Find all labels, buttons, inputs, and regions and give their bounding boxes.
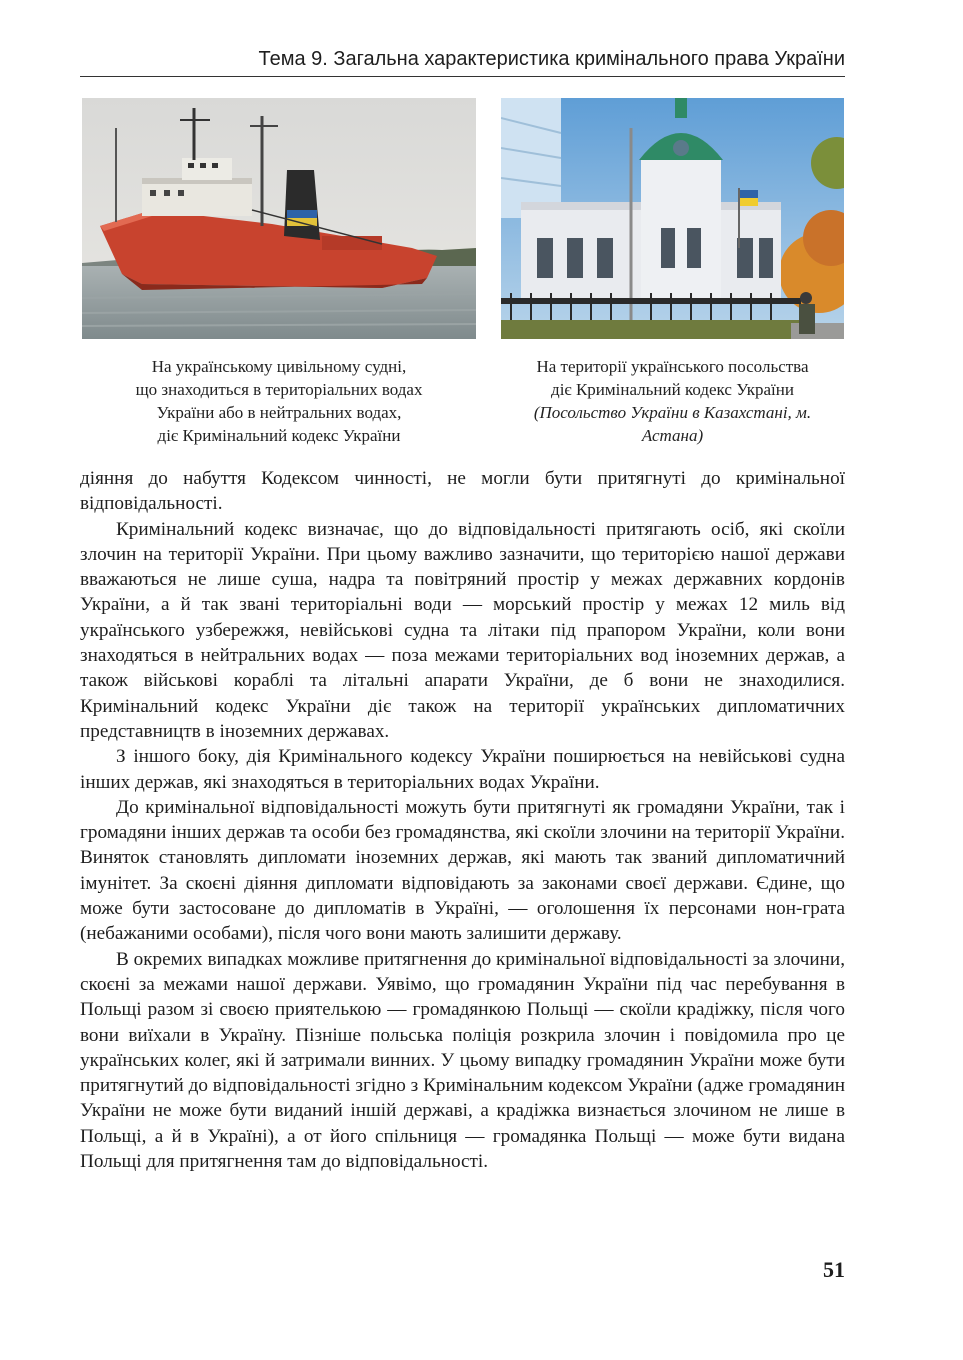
header-title: Тема 9. Загальна характеристика кримінального права України: [258, 48, 845, 70]
running-header: [80, 46, 845, 77]
page-number: 51: [823, 1257, 845, 1282]
caption-line: На українському цивільному судні,: [151, 357, 407, 376]
caption-line: що знаходиться в територіальних водах: [135, 380, 423, 399]
caption-line: діє Кримінальний кодекс України: [551, 380, 794, 399]
paragraph: В окремих випадках можливе притягнення до кримінальної відповідальності за злочини, скоєні за межами нашої держави. Уявімо, що громадянин України під час перебування в Польщі разом зі своєю приятелькою — громадянкою Польщі — скоїли крадіжку, після чого вони виїхали в Україну. Пізніше польська поліція розкрила злочин і повідомила про це українських колег, які й затримали винних. У цьому випадку громадянин України може бути притягнутий до відповідальності згідно з Кримінальним кодексом України (адже громадянин України не може бути виданий іншій державі, а крадіжка визнається злочином не лише в Польщі, а й в Україні), а от його спільниця — громадянка Польщі — може бути видана Польщі для притягнення там до відповідальності.: [80, 948, 845, 1173]
body-text: [80, 466, 845, 1174]
paragraph: діяння до набуття Кодексом чинності, не могли бути притягнуті до кримінальної відповідальності.: [80, 468, 845, 515]
caption-line: діє Кримінальний кодекс України: [157, 426, 401, 445]
paragraph: Кримінальний кодекс визначає, що до відповідальності притягають осіб, які скоїли злочин на території України. При цьому важливо зазначити, що територією нашої держави вважаються не лише суша, надра та повітряний простір у межах державних кордонів України, а й так звані територіальні води — морський простір у межах 12 миль від українського узбережжя, невійськові судна та літаки під прапором України, коли вони знаходяться в нейтральних водах — поза межами територіальних вод іноземних держав, а також військові кораблі та літальні апарати України, де б вони не знаходилися. Кримінальний кодекс України діє також на території українських дипломатичних представництв в іноземних державах.: [80, 518, 845, 742]
ship-photo: [82, 98, 476, 339]
embassy-caption: [501, 355, 844, 447]
paragraph: З іншого боку, дія Кримінального кодексу України поширюється на невійськові судна інших держав, які знаходяться в територіальних водах України.: [80, 746, 845, 793]
ship-caption: [82, 355, 476, 447]
caption-line: України або в нейтральних водах,: [156, 403, 402, 422]
embassy-photo: [501, 98, 844, 339]
caption-italic-note: (Посольство України в Казахстані, м. Астана): [533, 403, 812, 445]
paragraph: До кримінальної відповідальності можуть бути притягнуті як громадяни України, так і громадяни інших держав та особи без громадянства, які скоїли злочини на території України. Виняток становлять дипломати іноземних держав, які мають так званий дипломатичний імунітет. За скоєні діяння дипломати відповідають за законами своєї держави. Єдине, що може бути застосоване до дипломатів в Україні, — оголошення їх персонами нон-грата (небажаними особами), після чого вони мають залишити державу.: [80, 796, 845, 945]
caption-line: На території українського посольства: [536, 357, 809, 376]
